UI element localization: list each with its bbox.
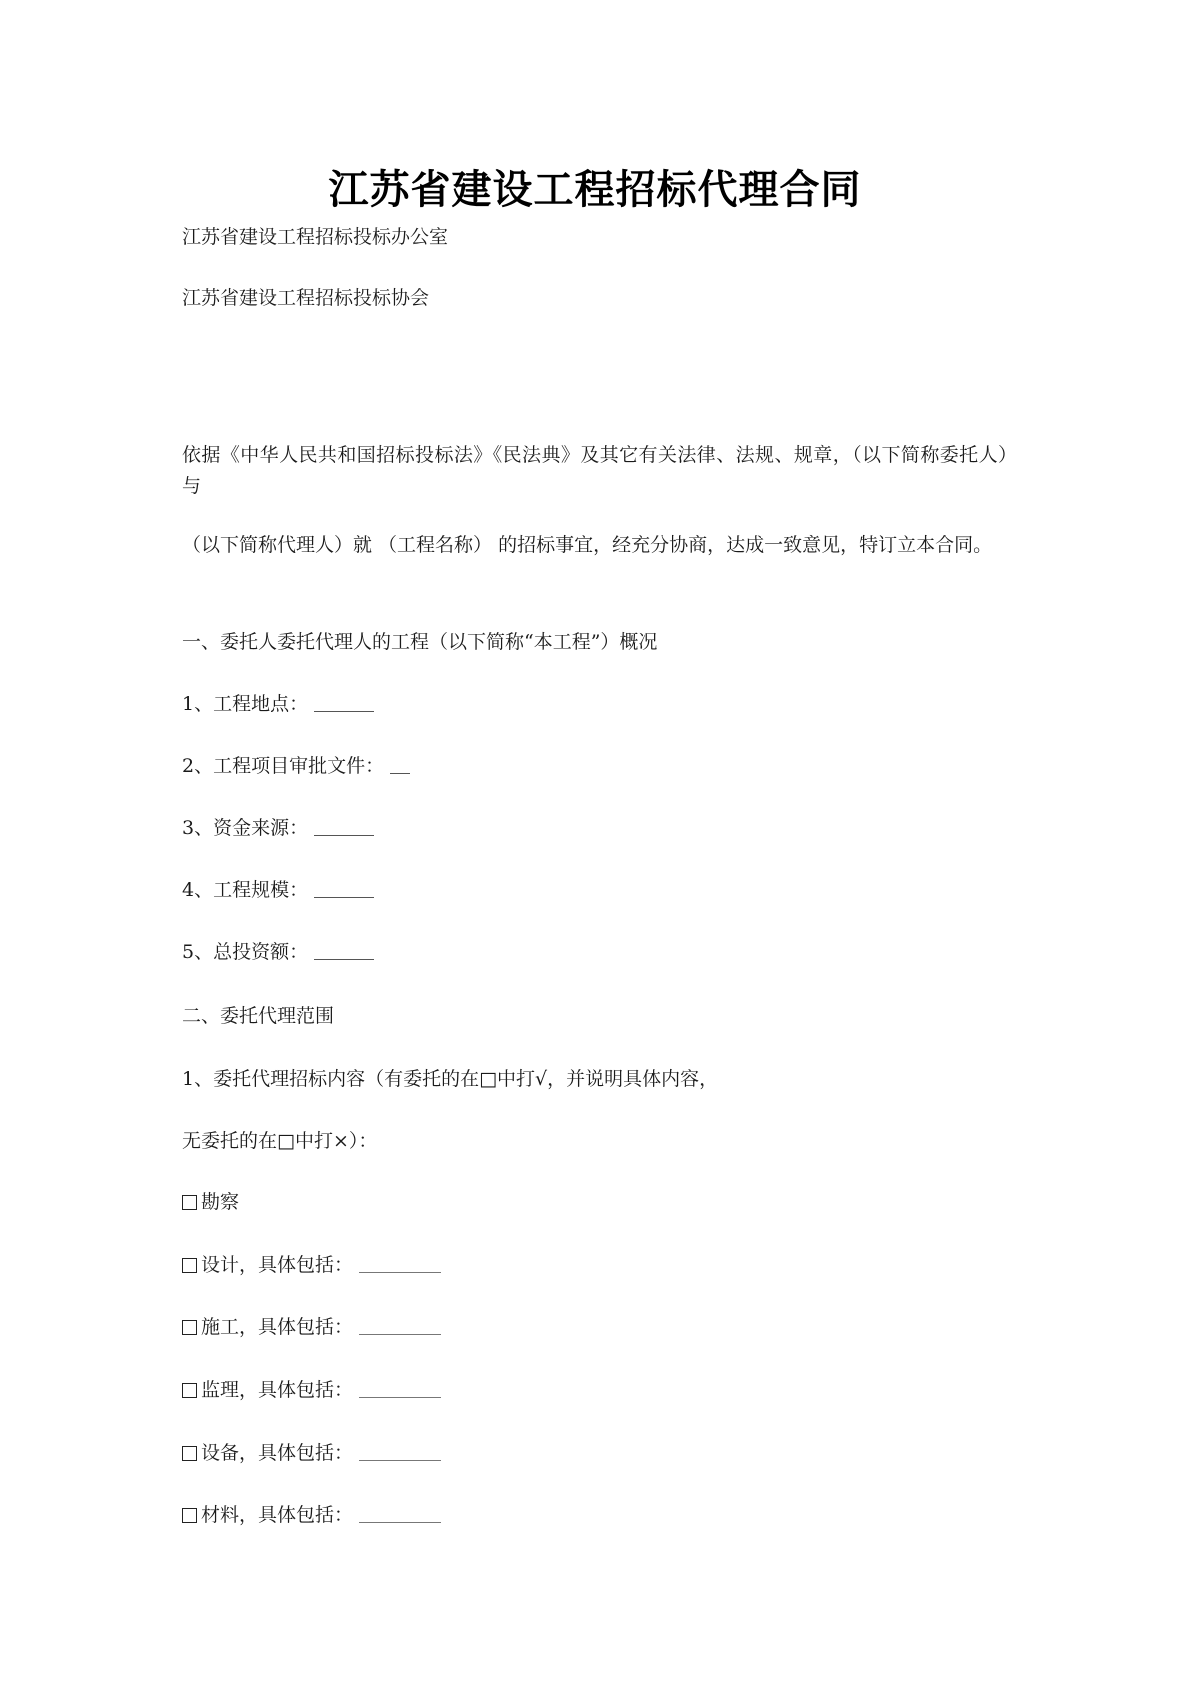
- preamble-paragraph-1: 依据《中华人民共和国招标投标法》《民法典》及其它有关法律、法规、规章，（以下简称委托人）与: [182, 444, 1017, 497]
- approval-documents-field[interactable]: [390, 755, 410, 774]
- project-location-field[interactable]: [314, 693, 374, 712]
- supervision-label: 监理，具体包括：: [201, 1379, 354, 1401]
- document-title: 江苏省建设工程招标代理合同: [328, 167, 862, 213]
- materials-checkbox[interactable]: [182, 1508, 197, 1523]
- equipment-label: 设备，具体包括：: [201, 1442, 354, 1464]
- option-construction: [182, 1312, 1017, 1342]
- funding-source-row: [182, 813, 1017, 843]
- design-label: 设计，具体包括：: [201, 1254, 354, 1276]
- section-1-heading: 一、委托人委托代理人的工程（以下简称“本工程”）概况: [182, 631, 658, 653]
- total-investment-label: 5、总投资额：: [182, 941, 309, 963]
- project-location-label: 1、工程地点：: [182, 693, 309, 715]
- option-materials: [182, 1500, 1017, 1530]
- construction-checkbox[interactable]: [182, 1320, 197, 1335]
- materials-label: 材料，具体包括：: [201, 1504, 354, 1526]
- total-investment-row: [182, 937, 1017, 967]
- project-location-row: [182, 689, 1017, 719]
- issuer-association: 江苏省建设工程招标投标协会: [182, 287, 430, 309]
- equipment-checkbox[interactable]: [182, 1446, 197, 1461]
- project-scale-field[interactable]: [314, 879, 374, 898]
- design-checkbox[interactable]: [182, 1258, 197, 1273]
- design-detail-field[interactable]: [359, 1254, 441, 1273]
- survey-label: 勘察: [201, 1191, 240, 1213]
- total-investment-field[interactable]: [314, 941, 374, 960]
- issuer-office: 江苏省建设工程招标投标办公室: [182, 226, 449, 248]
- materials-detail-field[interactable]: [359, 1504, 441, 1523]
- construction-label: 施工，具体包括：: [201, 1316, 354, 1338]
- survey-checkbox[interactable]: [182, 1195, 197, 1210]
- preamble-paragraph-2: （以下简称代理人）就 （工程名称） 的招标事宜，经充分协商，达成一致意见，特订立本合同。: [182, 534, 993, 556]
- option-supervision: [182, 1375, 1017, 1405]
- option-survey: [182, 1187, 1017, 1217]
- approval-documents-label: 2、工程项目审批文件：: [182, 755, 385, 777]
- scope-instruction-1: 1、委托代理招标内容（有委托的在□中打√，并说明具体内容，: [182, 1068, 719, 1090]
- section-2-heading: 二、委托代理范围: [182, 1005, 335, 1027]
- option-equipment: [182, 1438, 1017, 1468]
- project-scale-label: 4、工程规模：: [182, 879, 309, 901]
- funding-source-field[interactable]: [314, 817, 374, 836]
- equipment-detail-field[interactable]: [359, 1442, 441, 1461]
- option-design: [182, 1250, 1017, 1280]
- approval-documents-row: [182, 751, 1017, 781]
- supervision-checkbox[interactable]: [182, 1383, 197, 1398]
- supervision-detail-field[interactable]: [359, 1379, 441, 1398]
- project-scale-row: [182, 875, 1017, 905]
- funding-source-label: 3、资金来源：: [182, 817, 309, 839]
- construction-detail-field[interactable]: [359, 1316, 441, 1335]
- scope-instruction-2: 无委托的在□中打×）：: [182, 1130, 378, 1152]
